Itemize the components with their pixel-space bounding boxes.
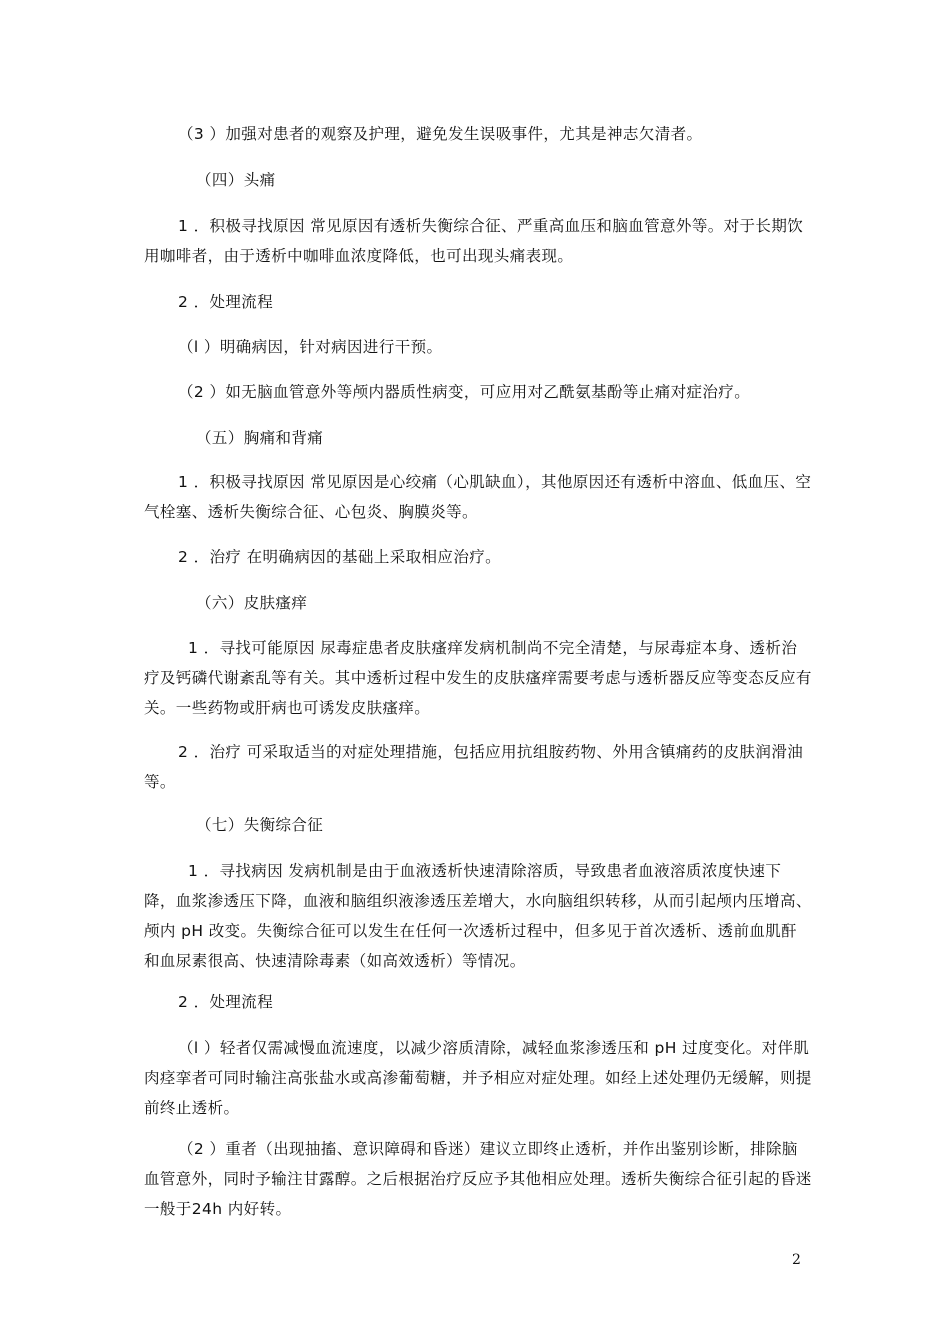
heading-headache: （四）头痛 bbox=[196, 171, 276, 189]
page-number: 2 bbox=[792, 1252, 801, 1268]
heading-itching: （六）皮肤瘙痒 bbox=[196, 594, 308, 612]
paragraph-disequilibrium-process: 2 ．处理流程 bbox=[178, 993, 274, 1011]
heading-chest-back-pain: （五）胸痛和背痛 bbox=[196, 429, 324, 447]
paragraph-disequilibrium-cause: 1 ．寻找病因 发病机制是由于血液透析快速清除溶质，导致患者血液溶质浓度快速下降，血浆渗透压下降，血液和脑组织液渗透压差增大，水向脑组织转移，从而引起颅内压增高、颅内 pH 改变。失衡综合征可以发生在任何一次透析过程中，但多见于首次透析、透前血肌酐和血尿素很高、快速清除毒素（如高效透析）等情况。 bbox=[144, 862, 812, 970]
paragraph-chest-pain-cause: 1 ．积极寻找原因 常见原因是心绞痛（心肌缺血），其他原因还有透析中溶血、低血压、空气栓塞、透析失衡综合征、心包炎、胸膜炎等。 bbox=[144, 473, 812, 521]
paragraph-itching-treatment: 2 ．治疗 可采取适当的对症处理措施，包括应用抗组胺药物、外用含镇痛药的皮肤润滑油等。 bbox=[144, 743, 804, 791]
heading-disequilibrium: （七）失衡综合征 bbox=[196, 816, 324, 834]
paragraph-disequilibrium-mild: （l ）轻者仅需减慢血流速度，以减少溶质清除，减轻血浆渗透压和 pH 过度变化。对伴肌肉痉挛者可同时输注高张盐水或高渗葡萄糖，并予相应对症处理。如经上述处理仍无缓解，则提前终止透析。 bbox=[144, 1039, 812, 1117]
paragraph-headache-step-1: （l ）明确病因，针对病因进行干预。 bbox=[178, 338, 443, 356]
paragraph-headache-step-2: （2 ）如无脑血管意外等颅内器质性病变，可应用对乙酰氨基酚等止痛对症治疗。 bbox=[178, 383, 751, 401]
paragraph-itching-cause: 1 ．寻找可能原因 尿毒症患者皮肤瘙痒发病机制尚不完全清楚，与尿毒症本身、透析治疗及钙磷代谢紊乱等有关。其中透析过程中发生的皮肤瘙痒需要考虑与透析器反应等变态反应有关。一些药物或肝病也可诱发皮肤瘙痒。 bbox=[144, 639, 812, 717]
paragraph-3-prevent-aspiration: （3 ）加强对患者的观察及护理，避免发生误吸事件，尤其是神志欠清者。 bbox=[178, 125, 703, 143]
paragraph-headache-process: 2 ．处理流程 bbox=[178, 293, 274, 311]
paragraph-disequilibrium-severe: （2 ）重者（出现抽搐、意识障碍和昏迷）建议立即终止透析，并作出鉴别诊断，排除脑血管意外，同时予输注甘露醇。之后根据治疗反应予其他相应处理。透析失衡综合征引起的昏迷一般于24h 内好转。 bbox=[144, 1140, 812, 1218]
paragraph-headache-cause: 1 ．积极寻找原因 常见原因有透析失衡综合征、严重高血压和脑血管意外等。对于长期饮用咖啡者，由于透析中咖啡血浓度降低，也可出现头痛表现。 bbox=[144, 217, 804, 265]
paragraph-chest-pain-treatment: 2 ．治疗 在明确病因的基础上采取相应治疗。 bbox=[178, 548, 502, 566]
